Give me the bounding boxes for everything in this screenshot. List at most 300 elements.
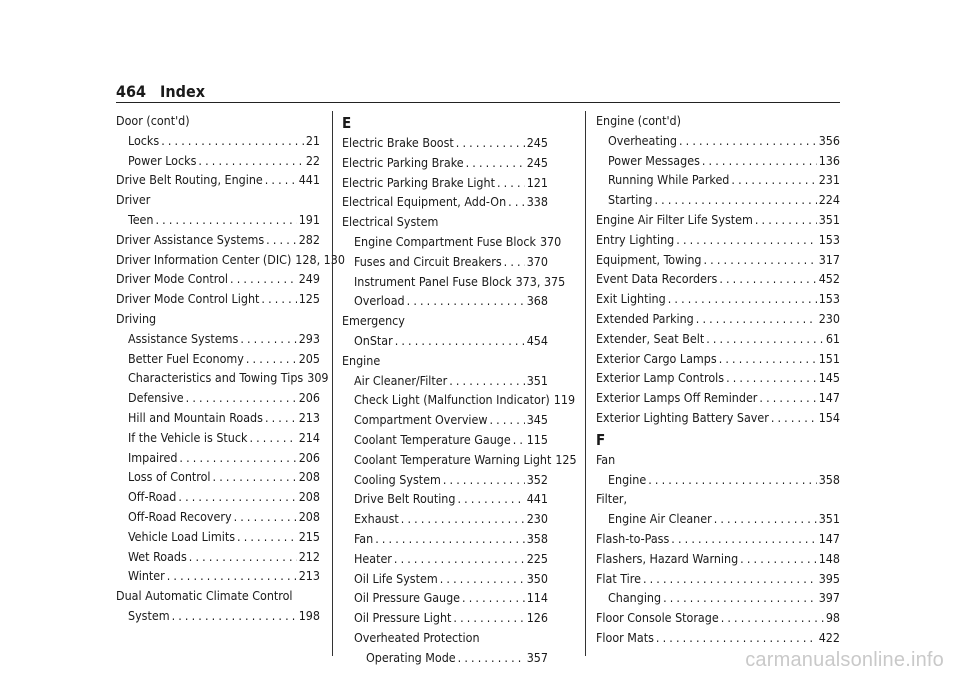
index-entry [116,250,345,270]
index-entry-label: Floor Console Storage [596,610,719,626]
index-entry [116,527,320,547]
index-entry-label: Extended Parking [596,310,694,326]
index-page-reference[interactable]: 215 [298,528,320,544]
index-entry-label: Starting [608,192,653,208]
index-entry-label: Engine [608,471,647,487]
index-letter-heading: F [596,430,606,449]
index-column-2 [342,111,577,668]
index-entry-label: Engine Air Cleaner [608,511,712,527]
index-entry-label: Electric Parking Brake [342,154,464,170]
dot-leader [249,428,296,448]
dot-leader [771,408,817,428]
index-page-reference[interactable]: 148 [818,550,840,566]
index-page-reference[interactable]: 214 [298,429,320,445]
index-entry [342,430,548,450]
index-entry-label: Overheating [608,132,677,148]
index-entry-label: Off-Road Recovery [128,508,232,524]
index-page-reference[interactable]: 153 [818,231,840,247]
index-entry [342,133,548,153]
index-entry [596,470,840,490]
dot-leader [453,608,524,628]
index-entry-label: Fan [354,530,374,546]
dot-leader [726,368,817,388]
dot-leader [648,470,817,490]
index-entry-label: Drive Belt Routing, Engine [116,172,263,188]
dot-leader [668,289,817,309]
index-entry [116,230,320,250]
index-entry [596,151,840,171]
index-entry-label: Operating Mode [366,649,456,665]
index-page-reference[interactable]: 317 [818,251,840,267]
index-page-reference[interactable]: 245 [526,135,548,150]
index-page-reference[interactable]: 213 [298,568,320,584]
index-entry [596,230,840,250]
index-page-reference[interactable]: 293 [298,330,320,346]
dot-leader [676,230,816,250]
index-entry-label: Assistance Systems [128,330,239,346]
dot-leader [265,170,297,190]
dot-leader [458,648,525,668]
index-entry-label: Engine Air Filter Life System [596,211,753,227]
index-page-reference[interactable]: 282 [298,231,320,247]
index-entry [596,190,840,210]
dot-leader [230,269,297,289]
index-entry-label: Exit Lighting [596,291,666,307]
index-page-reference[interactable]: 145 [818,370,840,386]
index-page-reference[interactable]: 121 [526,174,548,190]
index-page-reference[interactable]: 205 [298,350,320,366]
index-page-reference[interactable]: 245 [526,154,548,170]
index-page-reference[interactable]: 208 [298,489,320,505]
dot-leader [679,131,817,151]
dot-leader [172,606,297,626]
index-heading-label: Emergency [342,313,405,329]
dot-leader [440,569,525,589]
index-page-reference[interactable]: 368 [526,293,548,309]
index-entry-label: Electric Parking Brake Light [342,174,495,190]
dot-leader [702,151,817,171]
dot-leader [656,628,817,648]
index-entry [342,470,548,490]
index-entry-label: Electric Brake Boost [342,135,454,150]
dot-leader [240,329,296,349]
index-page-reference[interactable]: 309 [307,370,329,386]
dot-leader [161,131,304,151]
index-entry [342,410,548,430]
dot-leader [703,250,816,270]
index-page-reference[interactable]: 136 [818,152,840,168]
index-entry [596,269,840,289]
dot-leader [663,588,817,608]
index-page-reference[interactable]: 338 [526,194,548,210]
dot-leader [265,408,297,428]
index-heading-label: Engine (cont'd) [596,113,681,128]
dot-leader [654,190,816,210]
index-entry-label: Driver Mode Control Light [116,291,260,307]
index-entry-label: Exterior Lamps Off Reminder [596,390,758,406]
index-heading-label: Driving [116,310,157,326]
index-entry [596,388,840,408]
index-page-reference[interactable]: 357 [526,649,548,665]
index-entry-label: Defensive [128,390,184,406]
dot-leader [508,192,525,212]
index-entry [116,566,320,586]
index-page-reference[interactable]: 249 [298,271,320,287]
index-entry [116,289,320,309]
index-entry [596,349,840,369]
index-page-reference[interactable]: 125 [555,451,577,467]
index-heading [596,489,840,509]
index-column-3 [596,111,840,648]
index-entry-label: Extender, Seat Belt [596,330,705,346]
index-entry-label: Engine Compartment Fuse Block [354,233,536,249]
index-page-reference[interactable]: 351 [818,511,840,527]
index-page-reference[interactable]: 154 [818,409,840,425]
index-entry-label: Driver Information Center (DIC) [116,251,292,267]
index-page-reference[interactable]: 198 [298,607,320,623]
index-column-1 [116,111,345,626]
index-entry [342,232,562,252]
index-page-reference[interactable]: 224 [818,192,840,208]
index-page-reference[interactable]: 21 [305,132,320,148]
dot-leader [643,569,817,589]
index-entry [116,151,320,171]
dot-leader [443,470,525,490]
index-entry [596,309,840,329]
dot-leader [497,173,525,193]
index-page-reference[interactable]: 128, 130 [295,251,345,267]
dot-leader [714,509,817,529]
index-entry [596,588,840,608]
index-page-reference[interactable]: 231 [818,172,840,188]
index-heading [596,111,840,131]
index-entry [596,608,840,628]
index-heading-label: Fan [596,451,616,467]
index-entry [596,170,840,190]
index-entry [342,648,548,668]
index-entry-label: Oil Pressure Light [354,610,452,626]
dot-leader [719,269,816,289]
index-entry-label: Changing [608,590,662,606]
index-entry [342,272,566,292]
index-page-reference[interactable]: 126 [526,610,548,626]
index-entry [116,507,320,527]
index-page-reference[interactable]: 208 [298,469,320,485]
index-page-reference[interactable]: 61 [825,330,840,346]
index-entry [342,331,548,351]
index-entry-label: Impaired [128,449,178,465]
dot-leader [375,529,525,549]
dot-leader [178,487,296,507]
dot-leader [394,549,525,569]
page-header [116,82,205,104]
index-entry-label: Vehicle Load Limits [128,528,236,544]
dot-leader [156,210,297,230]
index-entry [342,608,548,628]
index-page-reference[interactable]: 441 [526,491,548,507]
index-heading [342,212,548,232]
index-page-reference[interactable]: 452 [818,271,840,287]
index-page-reference[interactable]: 153 [818,291,840,307]
index-entry [116,467,320,487]
dot-leader [671,529,816,549]
index-page-reference[interactable]: 230 [818,310,840,326]
dot-leader [395,331,525,351]
index-entry-label: Driver Mode Control [116,271,229,287]
index-entry [596,509,840,529]
dot-leader [457,489,524,509]
index-entry [342,569,548,589]
dot-leader [246,349,297,369]
index-page-reference[interactable]: 352 [526,471,548,487]
dot-leader [234,507,297,527]
page-number: 464 [116,82,147,101]
index-entry-label: Exterior Cargo Lamps [596,350,717,366]
dot-leader [449,371,525,391]
dot-leader [186,388,297,408]
index-entry-label: Overload [354,293,405,309]
dot-leader [759,388,816,408]
index-entry [116,388,320,408]
index-page-reference[interactable]: 356 [818,132,840,148]
index-entry [342,291,548,311]
index-page-reference[interactable]: 22 [305,152,320,168]
index-entry [596,529,840,549]
index-heading-label: Driver [116,192,151,208]
index-entry-label: Flashers, Hazard Warning [596,550,739,566]
index-entry [116,170,320,190]
dot-leader [266,230,297,250]
dot-leader [466,153,525,173]
index-entry-label: Power Locks [128,152,197,168]
index-entry-label: Hill and Mountain Roads [128,409,263,425]
index-entry-label: Teen [128,211,154,227]
index-page-reference[interactable]: 230 [526,511,548,527]
dot-leader [719,349,817,369]
dot-leader [198,151,303,171]
index-entry-label: Drive Belt Routing [354,491,456,507]
index-page-reference[interactable]: 395 [818,570,840,586]
index-entry [116,329,320,349]
index-entry [116,368,329,388]
dot-leader [740,549,817,569]
index-entry [596,628,840,648]
index-entry [116,210,320,230]
dot-leader [721,608,824,628]
index-entry-label: Electrical Equipment, Add-On [342,194,507,210]
index-entry-label: Better Fuel Economy [128,350,244,366]
index-heading-label: Door (cont'd) [116,113,190,128]
index-heading [342,311,548,331]
index-entry-label: Winter [128,568,165,584]
header-rule [116,102,840,103]
index-entry [116,408,320,428]
index-entry-label: Loss of Control [128,469,211,485]
dot-leader [189,547,297,567]
index-page-reference[interactable]: 370 [539,233,562,249]
watermark: carmanualsonline.info [745,649,944,671]
index-page-reference[interactable]: 98 [825,610,840,626]
index-entry [342,588,548,608]
index-entry-label: Exterior Lighting Battery Saver [596,409,769,425]
index-entry-label: Oil Life System [354,570,438,586]
index-heading [596,450,840,470]
index-page-reference[interactable]: 397 [818,590,840,606]
index-entry [596,289,840,309]
index-entry [342,153,548,173]
index-page-reference[interactable]: 147 [818,530,840,546]
index-entry [342,173,548,193]
index-entry-label: Cooling System [354,471,441,487]
dot-leader [706,329,824,349]
index-entry [342,390,576,410]
index-entry-label: Flash-to-Pass [596,530,670,546]
index-entry-label: Fuses and Circuit Breakers [354,253,502,269]
index-entry-label: Characteristics and Towing Tips [128,370,304,386]
dot-leader [261,289,296,309]
index-heading [116,586,320,606]
index-page-reference[interactable]: 454 [526,332,548,348]
index-entry-label: Event Data Recorders [596,271,718,287]
index-entry [342,509,548,529]
index-page-reference[interactable]: 358 [818,471,840,487]
index-entry-label: Floor Mats [596,629,654,645]
dot-leader [462,588,525,608]
index-entry-label: Air Cleaner/Filter [354,372,448,388]
column-divider-2 [585,111,586,656]
index-entry [342,252,548,272]
index-page-reference[interactable]: 191 [298,211,320,227]
index-entry [116,448,320,468]
index-heading [116,111,320,131]
index-entry [596,549,840,569]
index-entry [116,269,320,289]
index-page-reference[interactable]: 125 [298,291,320,307]
dot-leader [401,509,525,529]
index-page-reference[interactable]: 208 [298,508,320,524]
index-entry [596,210,840,230]
index-heading [116,190,320,210]
index-entry [596,408,840,428]
index-entry [116,606,320,626]
index-entry-label: Compartment Overview [354,412,488,428]
index-entry-label: Off-Road [128,489,177,505]
index-entry [116,428,320,448]
index-heading-label: Engine [342,352,381,368]
index-entry-label: Exterior Lamp Controls [596,370,725,386]
index-entry-label: Entry Lighting [596,231,675,247]
dot-leader [755,210,817,230]
index-entry [116,349,320,369]
dot-leader [167,566,297,586]
index-heading-label: Filter, [596,491,628,507]
dot-leader [407,291,525,311]
index-heading [342,351,548,371]
index-entry-label: Equipment, Towing [596,251,702,267]
index-page-reference[interactable]: 206 [298,390,320,406]
index-page-reference[interactable]: 422 [818,629,840,645]
index-entry [116,131,320,151]
index-entry-label: Coolant Temperature Warning Light [354,451,552,467]
index-entry-label: Flat Tire [596,570,641,586]
index-entry-label: Running While Parked [608,172,730,188]
index-entry [342,489,548,509]
index-entry [342,549,548,569]
index-entry [596,368,840,388]
index-page-reference[interactable]: 206 [298,449,320,465]
index-entry-label: Driver Assistance Systems [116,231,265,247]
index-letter-heading: E [342,114,352,132]
index-page-reference[interactable]: 370 [526,253,548,269]
index-page-reference[interactable]: 225 [526,550,548,566]
dot-leader [504,252,525,272]
index-page-reference[interactable]: 351 [526,372,548,388]
index-heading [342,628,548,648]
index-entry [596,250,840,270]
dot-leader [179,448,296,468]
dot-leader [490,410,525,430]
column-divider-1 [332,111,333,656]
index-heading-label: Overheated Protection [354,629,480,645]
index-page-reference[interactable]: 350 [526,570,548,586]
dot-leader [731,170,816,190]
index-entry-label: Power Messages [608,152,700,168]
index-entry-label: Coolant Temperature Gauge [354,431,511,447]
index-page-reference[interactable]: 114 [526,590,548,606]
index-page-reference[interactable]: 358 [526,530,548,546]
index-entry-label: Heater [354,550,392,566]
section-title: Index [160,82,205,101]
index-page-reference[interactable]: 213 [298,409,320,425]
index-page-reference[interactable]: 115 [526,431,548,447]
index-heading-label: Electrical System [342,214,439,230]
index-page-reference[interactable]: 441 [298,172,320,188]
index-entry [342,192,548,212]
index-entry-label: Oil Pressure Gauge [354,590,461,606]
index-page-reference[interactable]: 151 [818,350,840,366]
index-entry-label: Check Light (Malfunction Indicator) [354,392,550,408]
index-page-reference[interactable]: 345 [526,412,548,428]
index-entry-label: If the Vehicle is Stuck [128,429,248,445]
index-entry [596,329,840,349]
index-entry-label: Wet Roads [128,548,187,564]
index-entry [596,131,840,151]
index-entry [116,547,320,567]
index-page-reference[interactable]: 212 [298,548,320,564]
index-heading [116,309,320,329]
index-entry-label: Instrument Panel Fuse Block [354,273,512,289]
index-entry [342,450,577,470]
dot-leader [456,133,525,153]
index-entry [342,371,548,391]
index-entry-label: Locks [128,132,160,148]
index-page-reference[interactable]: 119 [553,392,576,408]
index-entry [116,487,320,507]
index-entry [342,529,548,549]
index-entry-label: System [128,607,170,623]
index-heading-label: Dual Automatic Climate Control [116,588,293,604]
index-entry-label: OnStar [354,332,393,348]
dot-leader [213,467,297,487]
index-page-reference[interactable]: 351 [818,211,840,227]
dot-leader [696,309,817,329]
index-entry-label: Exhaust [354,511,399,527]
dot-leader [237,527,297,547]
index-page-reference[interactable]: 373, 375 [515,273,566,289]
dot-leader [513,430,525,450]
index-page-reference[interactable]: 147 [818,390,840,406]
index-entry [596,569,840,589]
